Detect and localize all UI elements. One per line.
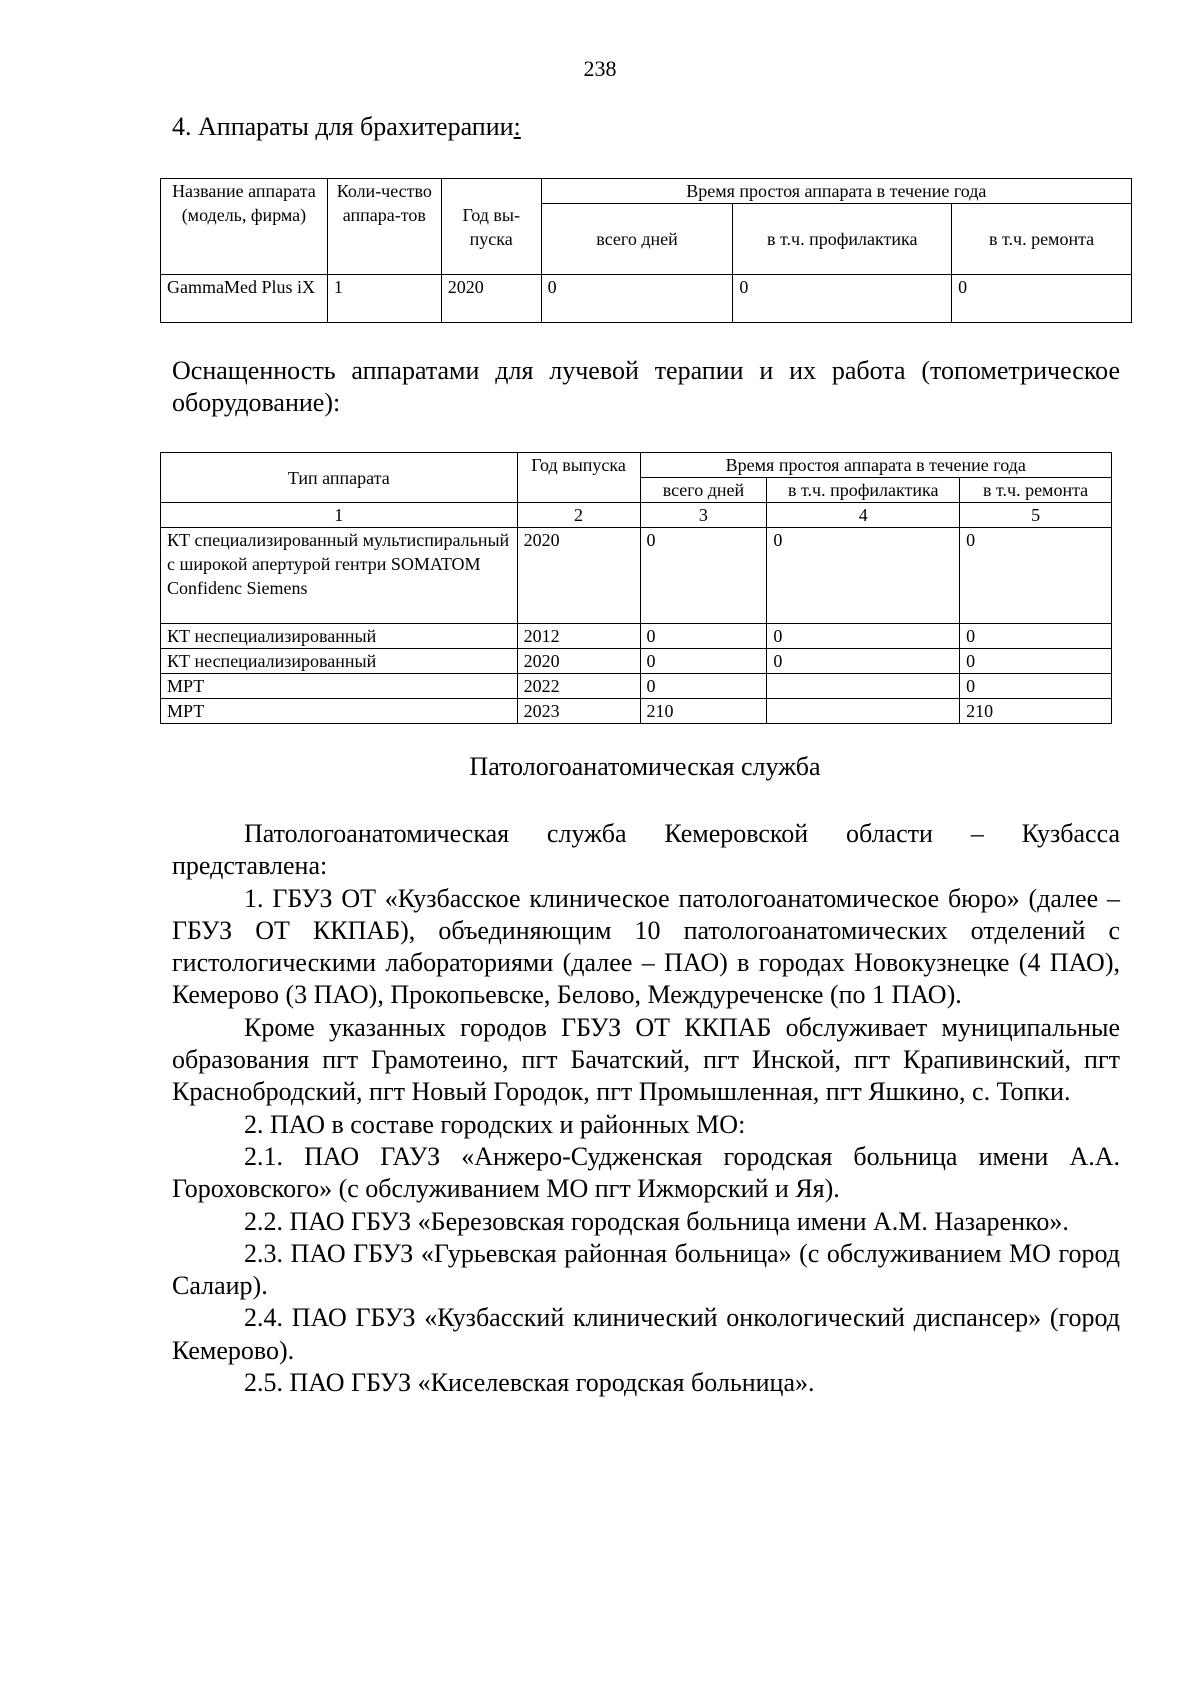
header-device-type: Тип аппарата [161, 453, 518, 503]
paragraph: 2.4. ПАО ГБУЗ «Кузбасский клинический онкологический диспансер» (город Кемерово). [172, 1303, 1120, 1365]
table-row [161, 624, 1112, 649]
cell-year: 2020 [517, 528, 640, 624]
cell-repair: 0 [960, 649, 1112, 674]
cell-repair: 0 [960, 528, 1112, 624]
section-4-heading [172, 112, 521, 142]
cell-maintenance: 0 [733, 275, 952, 323]
cell-total-days: 0 [640, 624, 767, 649]
page-number: 238 [583, 56, 617, 81]
cell-repair: 0 [952, 275, 1132, 323]
header-year: Год выпуска [517, 453, 640, 503]
column-number: 5 [960, 503, 1112, 528]
cell-maintenance: 0 [767, 528, 960, 624]
header-quantity: Коли-чество аппара-тов [327, 179, 441, 275]
section-title: Патологоанатомическая служба [469, 752, 821, 781]
cell-total-days: 0 [640, 649, 767, 674]
cell-repair: 0 [960, 624, 1112, 649]
column-number: 1 [161, 503, 518, 528]
cell-device-type: КТ специализированный мультиспиральный с широкой апертурой гентри SOMATOM Confidenc Siemens [161, 528, 518, 624]
header-total-days: всего дней [640, 478, 767, 503]
header-repair: в т.ч. ремонта [952, 204, 1132, 275]
cell-total-days: 0 [541, 275, 733, 323]
cell-year: 2022 [517, 674, 640, 699]
cell-year: 2023 [517, 699, 640, 724]
table-row [161, 528, 1112, 624]
cell-quantity: 1 [327, 275, 441, 323]
paragraph: 2.1. ПАО ГАУЗ «Анжеро-Судженская городская больница имени А.А. Гороховского» (с обслуживанием МО пгт Ижморский и Яя). [172, 1141, 1120, 1204]
body-text [172, 818, 1120, 1399]
column-number: 3 [640, 503, 767, 528]
table-row [161, 699, 1112, 724]
header-total-days: всего дней [541, 204, 733, 275]
cell-repair: 0 [960, 674, 1112, 699]
cell-device-type: КТ неспециализированный [161, 649, 518, 674]
column-number: 4 [767, 503, 960, 528]
equipment-paragraph: Оснащенность аппаратами для лучевой терапии и их работа (топометрическое оборудование): [172, 356, 1120, 417]
paragraph: 2.5. ПАО ГБУЗ «Киселевская городская больница». [244, 1368, 815, 1398]
cell-total-days: 210 [640, 699, 767, 724]
paragraph: Патологоанатомическая служба Кемеровской области – Кузбасса представлена: [172, 819, 1120, 881]
header-maintenance: в т.ч. профилактика [733, 204, 952, 275]
cell-year: 2012 [517, 624, 640, 649]
header-device-name: Название аппарата (модель, фирма) [161, 179, 328, 275]
column-numbers-row [161, 503, 1112, 528]
cell-year: 2020 [441, 275, 541, 323]
header-maintenance: в т.ч. профилактика [767, 478, 960, 503]
paragraph: 2.2. ПАО ГБУЗ «Березовская городская больница имени А.М. Назаренко». [244, 1206, 1069, 1236]
cell-device-type: МРТ [161, 674, 518, 699]
header-repair: в т.ч. ремонта [960, 478, 1112, 503]
column-number: 2 [517, 503, 640, 528]
cell-device-name: GammaMed Plus iX [161, 275, 328, 323]
topometry-table [160, 452, 1112, 724]
cell-device-type: КТ неспециализированный [161, 624, 518, 649]
cell-total-days: 0 [640, 674, 767, 699]
header-year: Год вы-пуска [441, 179, 541, 275]
cell-year: 2020 [517, 649, 640, 674]
cell-maintenance: 0 [767, 649, 960, 674]
table-row [161, 649, 1112, 674]
cell-maintenance: 0 [767, 624, 960, 649]
header-downtime: Время простоя аппарата в течение года [640, 453, 1112, 478]
header-downtime: Время простоя аппарата в течение года [541, 179, 1131, 204]
paragraph: Кроме указанных городов ГБУЗ ОТ ККПАБ обслуживает муниципальные образования пгт Грамотеино, пгт Бачатский, пгт Инской, пгт Крапивинский, пгт Краснобродский, пгт Новый Городок, пгт Промышленная, пгт Яшкино, с. Топки. [172, 1012, 1120, 1107]
paragraph: 2. ПАО в составе городских и районных МО: [244, 1109, 746, 1139]
cell-device-type: МРТ [161, 699, 518, 724]
cell-repair: 210 [960, 699, 1112, 724]
cell-maintenance [767, 699, 960, 724]
section-4-heading-text: 4. Аппараты для брахитерапии [172, 112, 514, 141]
section-4-heading-colon: : [513, 112, 521, 141]
cell-maintenance [767, 674, 960, 699]
cell-total-days: 0 [640, 528, 767, 624]
table-row [161, 275, 1132, 323]
table-row [161, 674, 1112, 699]
paragraph: 1. ГБУЗ ОТ «Кузбасское клиническое патологоанатомическое бюро» (далее – ГБУЗ ОТ ККПАБ), объединяющим 10 патологоанатомических отделений с гистологическими лабораториями (далее – ПАО) в городах Новокузнецке (4 ПАО), Кемерово (3 ПАО), Прокопьевске, Белово, Междуреченске (по 1 ПАО). [172, 883, 1120, 1010]
paragraph: 2.3. ПАО ГБУЗ «Гурьевская районная больница» (с обслуживанием МО город Салаир). [172, 1238, 1120, 1301]
brachytherapy-table [160, 178, 1132, 323]
